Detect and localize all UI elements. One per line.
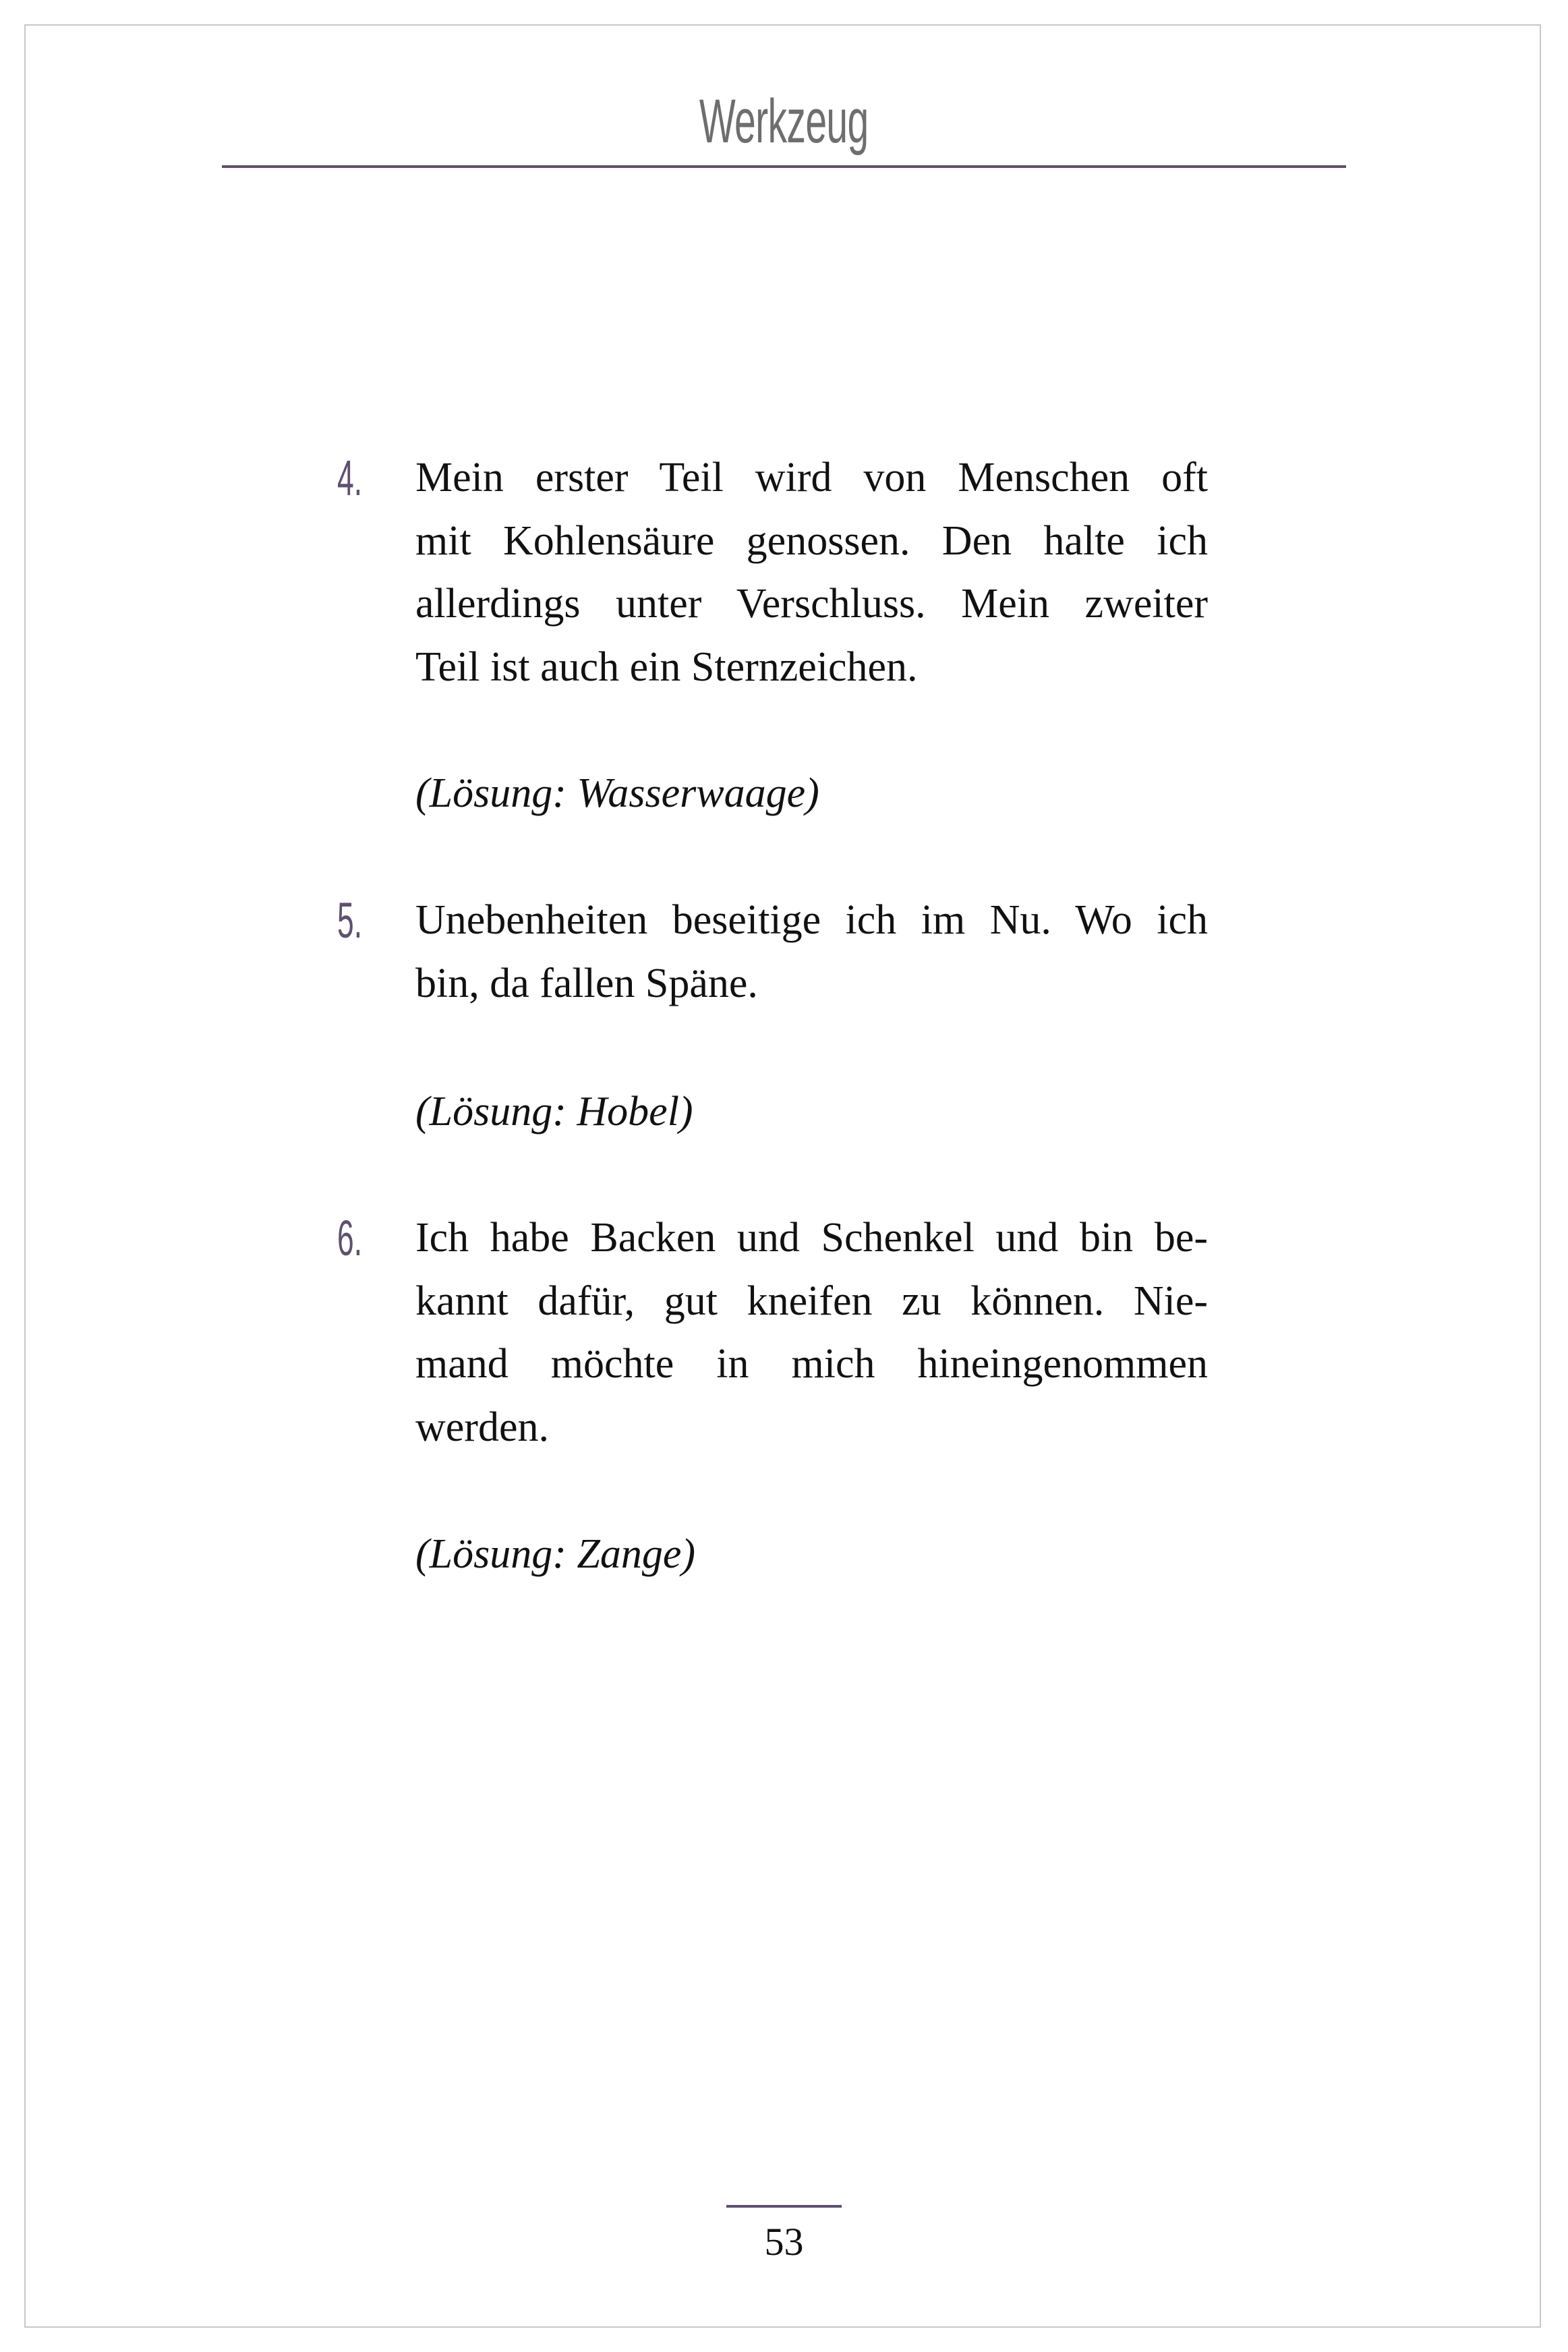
footer-rule: [726, 2205, 842, 2208]
page-title: [0, 86, 1568, 157]
riddle-line: Teil ist auch ein Sternzeichen.: [415, 643, 918, 690]
solution-4: (Lösung: Wasserwaage): [415, 770, 819, 816]
riddle-number: 6.: [337, 1210, 363, 1266]
page-frame: [24, 24, 1541, 2328]
riddle-text: [415, 447, 1208, 699]
solution-5: (Lösung: Hobel): [415, 1089, 693, 1135]
header-rule: [222, 165, 1346, 168]
riddle-line: allerdings unter Verschluss. Mein zweiter: [415, 581, 1208, 627]
riddle-number: 4.: [337, 450, 363, 506]
riddle-line: kannt dafür, gut kneifen zu können. Nie-: [415, 1278, 1208, 1324]
riddle-line: mand möchte in mich hineingenommen: [415, 1341, 1208, 1387]
page-number: 53: [764, 2220, 804, 2264]
riddle-line: bin, da fallen Späne.: [415, 960, 758, 1006]
riddle-line: Mein erster Teil wird von Menschen oft: [415, 455, 1208, 500]
riddle-line: mit Kohlensäure genossen. Den halte ich: [415, 517, 1208, 564]
riddle-text: [415, 1207, 1208, 1459]
riddle-line: Ich habe Backen und Schenkel und bin be-: [415, 1215, 1208, 1261]
riddle-line: werden.: [415, 1404, 549, 1450]
solution-6: (Lösung: Zange): [415, 1531, 696, 1577]
riddle-text: [415, 889, 1208, 1015]
riddle-number: 5.: [337, 892, 363, 948]
riddle-line: Unebenheiten beseitige ich im Nu. Wo ich: [415, 897, 1208, 943]
page-title-text: Werkzeug: [699, 87, 869, 156]
